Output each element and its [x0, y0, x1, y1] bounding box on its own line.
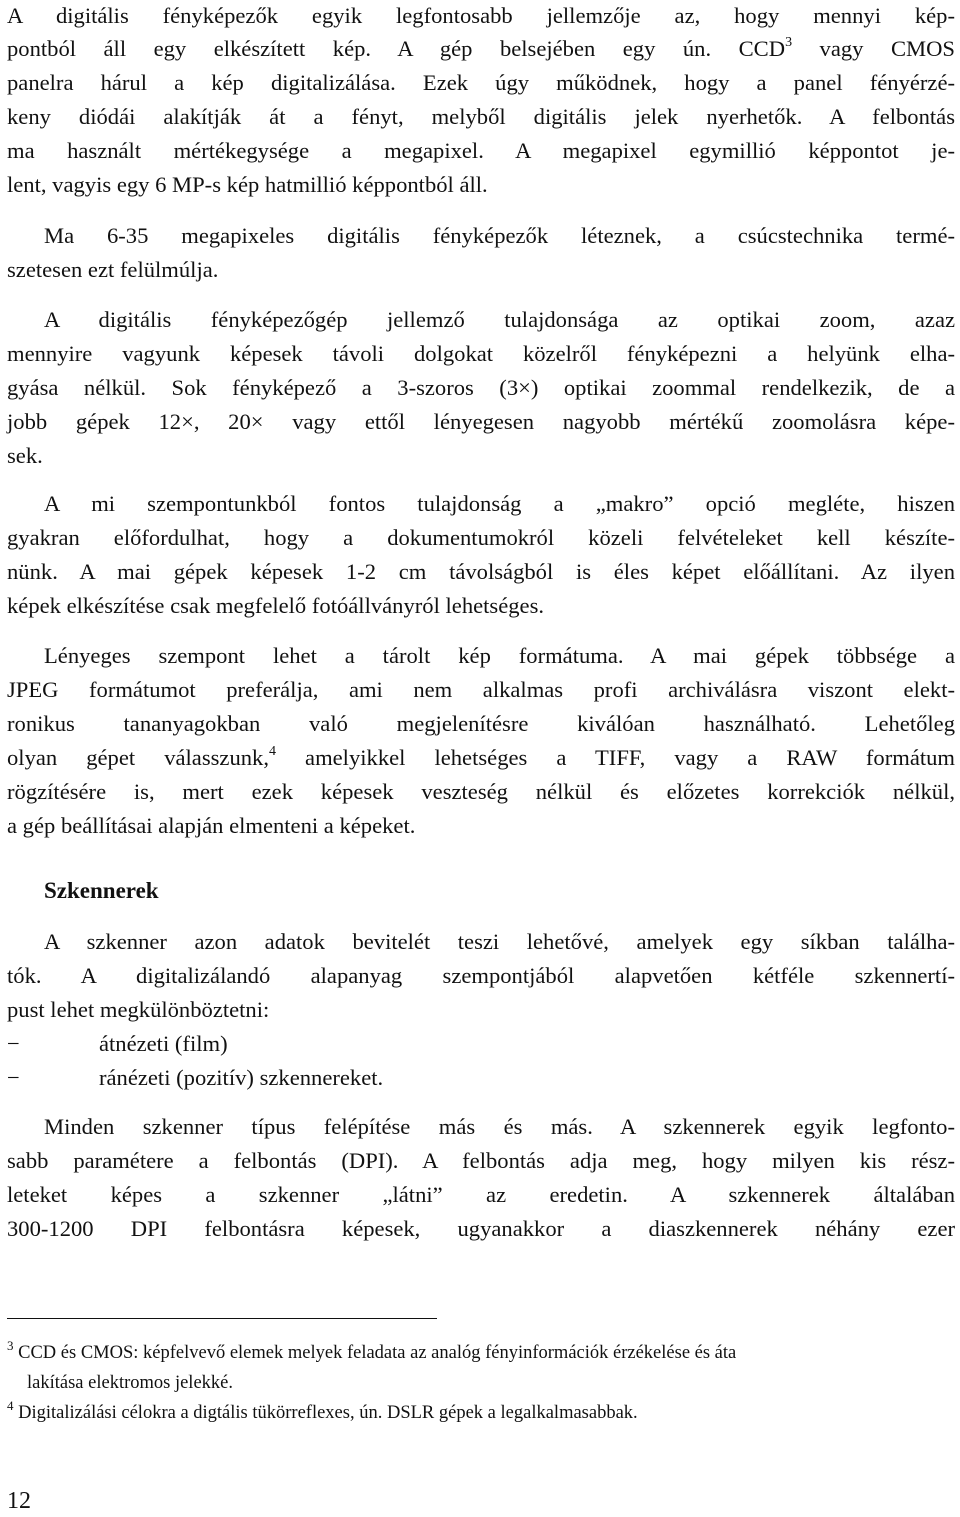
- footnote-ref-4: 4: [269, 744, 276, 759]
- list-item-text: ránézeti (pozitív) szkennereket.: [99, 1065, 384, 1090]
- section-closing-line-1: Minden szkenner típus felépítése más és más. A szkennerek egyik legfonto-: [44, 1114, 955, 1139]
- footnote-3-continuation: lakítása elektromos jelekké.: [27, 1373, 233, 1393]
- paragraph-4-line-2: gyakran előfordulhat, hogy a dokumentumokról közeli felvételeket kell készíte-: [7, 525, 955, 550]
- paragraph-4-line-4: képek elkészítése csak megfelelő fotóállványról lehetséges.: [7, 593, 545, 618]
- paragraph-1-line-4: keny diódái alakítják át a fényt, melyből digitális jelek nyerhetők. A felbontás: [7, 104, 955, 129]
- footnote-separator: [7, 1318, 437, 1319]
- paragraph-1-line-6: lent, vagyis egy 6 MP-s kép hatmillió képpontból áll.: [7, 172, 488, 197]
- paragraph-2-line-1: Ma 6-35 megapixeles digitális fényképezők léteznek, a csúcstechnika termé-: [44, 223, 955, 248]
- footnote-3: [7, 1340, 955, 1366]
- list-item: [7, 1062, 955, 1094]
- section-intro-line-1: A szkenner azon adatok bevitelét teszi lehetővé, amelyek egy síkban találha-: [44, 929, 955, 954]
- paragraph-5-line-5: rögzítésére is, mert ezek képesek veszteség nélkül és előzetes korrekciók nélkül,: [7, 779, 955, 804]
- footnote-number-4: 4: [7, 1398, 14, 1413]
- paragraph-1-line-2: [7, 33, 955, 65]
- footnote-4-text: Digitalizálási célokra a digtális tükörreflexes, ún. DSLR gépek a legalkalmasabbak.: [18, 1403, 638, 1423]
- paragraph-5-line-4: [7, 742, 955, 774]
- paragraph-3-line-4: jobb gépek 12×, 20× vagy ettől lényegesen nagyobb mértékű zoomolásra képe-: [7, 409, 955, 434]
- list-dash: −: [7, 1031, 20, 1056]
- paragraph-1-line-5: ma használt mértékegysége a megapixel. A megapixel egymillió képpontot je-: [7, 138, 955, 163]
- section-closing-line-2: sabb paramétere a felbontás (DPI). A felbontás adja meg, hogy milyen kis rész-: [7, 1148, 955, 1173]
- paragraph-5-line-1: Lényeges szempont lehet a tárolt kép formátuma. A mai gépek többsége a: [44, 643, 955, 668]
- paragraph-5-line-6: a gép beállításai alapján elmenteni a képeket.: [7, 813, 416, 838]
- paragraph-5-line-3: ronikus tananyagokban való megjelenítésre kiválóan használható. Lehetőleg: [7, 711, 955, 736]
- paragraph-3-line-1: A digitális fényképezőgép jellemző tulajdonsága az optikai zoom, azaz: [44, 307, 955, 332]
- footnote-4: [7, 1400, 955, 1426]
- section-closing-line-4: 300-1200 DPI felbontásra képesek, ugyanakkor a diaszkennerek néhány ezer: [7, 1216, 955, 1241]
- paragraph-1-line-3: panelra hárul a kép digitalizálása. Ezek úgy működnek, hogy a panel fényérzé-: [7, 70, 955, 95]
- paragraph-4-line-1: A mi szempontunkból fontos tulajdonság a „makro” opció megléte, hiszen: [44, 491, 955, 516]
- paragraph-2-line-2: szetesen ezt felülmúlja.: [7, 257, 219, 282]
- paragraph-5-line-4-text: olyan gépet válasszunk,: [7, 745, 269, 770]
- section-heading: Szkennerek: [44, 878, 159, 903]
- section-intro-line-3: pust lehet megkülönböztetni:: [7, 997, 270, 1022]
- paragraph-3-line-2: mennyire vagyunk képesek távoli dolgokat közelről fényképezni a helyünk elha-: [7, 341, 955, 366]
- paragraph-5-line-2: JPEG formátumot preferálja, ami nem alkalmas profi archiválásra viszont elekt-: [7, 677, 955, 702]
- footnote-3-text: CCD és CMOS: képfelvevő elemek melyek feladata az analóg fényinformációk érzékelése és áta: [18, 1343, 737, 1363]
- paragraph-1-line-1: A digitális fényképezők egyik legfontosabb jellemzője az, hogy mennyi kép-: [7, 3, 955, 28]
- paragraph-5-line-4-tail: amelyikkel lehetséges a TIFF, vagy a RAW formátum: [276, 745, 955, 770]
- list-dash: −: [7, 1065, 20, 1090]
- list-item: [7, 1028, 955, 1060]
- paragraph-4-line-3: nünk. A mai gépek képesek 1-2 cm távolságból is éles képet előállítani. Az ilyen: [7, 559, 955, 584]
- paragraph-3-line-5: sek.: [7, 443, 43, 468]
- section-intro-line-2: tók. A digitalizálandó alapanyag szempontjából alapvetően kétféle szkennertí-: [7, 963, 955, 988]
- list-item-text: átnézeti (film): [99, 1031, 228, 1056]
- section-closing-line-3: leteket képes a szkenner „látni” az eredetin. A szkennerek általában: [7, 1182, 955, 1207]
- paragraph-1-line-2-text: pontból áll egy elkészített kép. A gép belsejében egy ún. CCD: [7, 36, 786, 61]
- footnote-number-3: 3: [7, 1338, 14, 1353]
- paragraph-3-line-3: gyása nélkül. Sok fényképező a 3-szoros (3×) optikai zoommal rendelkezik, de a: [7, 375, 955, 400]
- page-number: 12: [7, 1488, 31, 1514]
- paragraph-1-line-2-tail: vagy CMOS: [792, 36, 955, 61]
- footnote-ref-3: 3: [785, 35, 793, 50]
